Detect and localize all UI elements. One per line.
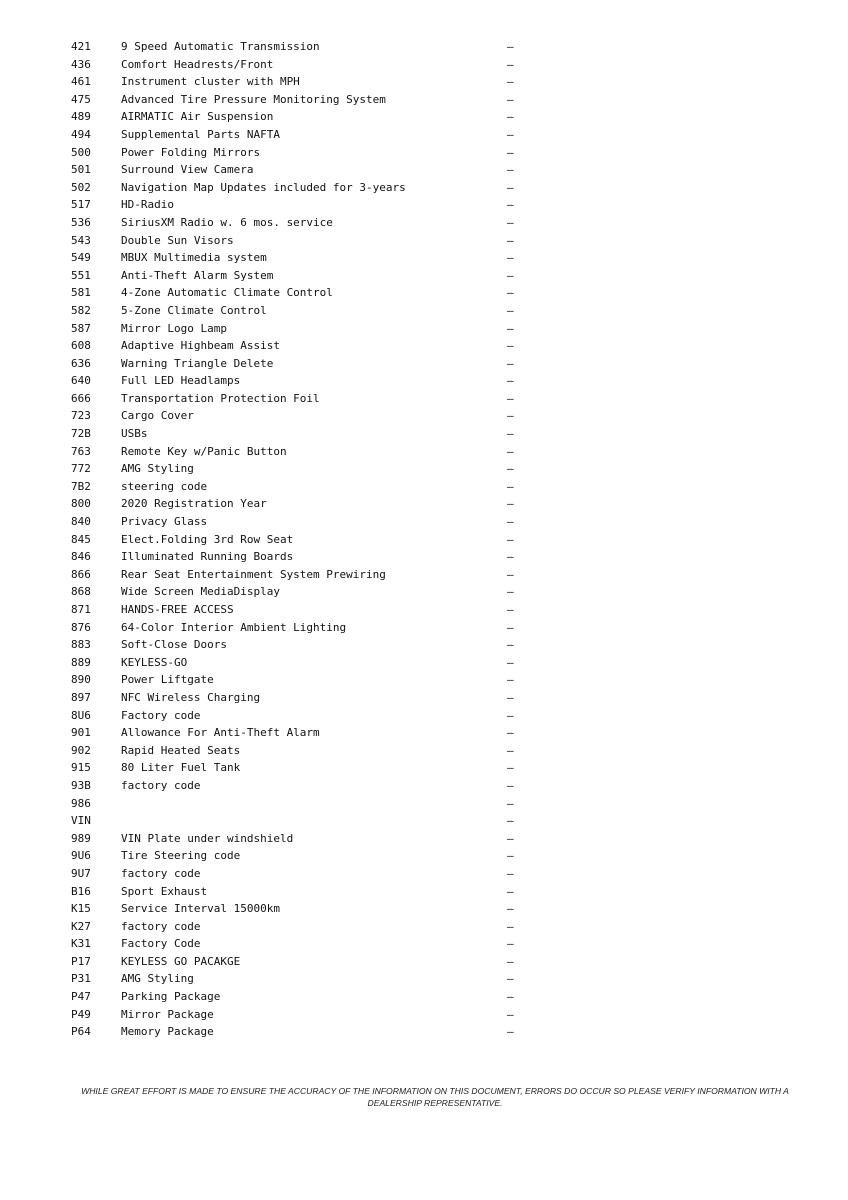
option-code: 846 <box>71 550 91 564</box>
option-description: VIN Plate under windshield <box>121 831 294 845</box>
option-price: — <box>507 40 514 53</box>
option-code: 871 <box>71 603 91 616</box>
option-code: P64 <box>71 1025 91 1039</box>
option-code: 436 <box>71 57 91 71</box>
option-price: — <box>507 57 514 71</box>
option-description: Remote Key w/Panic Button <box>121 444 287 458</box>
option-price: — <box>507 1007 514 1021</box>
option-code: 500 <box>71 145 91 159</box>
option-price: — <box>507 937 514 951</box>
option-row <box>0 407 848 425</box>
option-row <box>0 249 848 267</box>
option-row <box>0 988 848 1006</box>
option-row <box>0 179 848 197</box>
option-row <box>0 935 848 953</box>
option-code: 489 <box>71 110 91 124</box>
option-row <box>0 38 848 56</box>
option-price: — <box>507 251 514 265</box>
option-description: 9 Speed Automatic Transmission <box>121 40 320 53</box>
option-description: Memory Package <box>121 1025 214 1039</box>
option-description: Rapid Heated Seats <box>121 743 241 757</box>
option-row <box>0 267 848 285</box>
option-row <box>0 161 848 179</box>
option-price: — <box>507 849 514 863</box>
option-row <box>0 478 848 496</box>
option-row <box>0 513 848 531</box>
option-code: 986 <box>71 796 91 810</box>
option-row <box>0 636 848 654</box>
option-description: Tire Steering code <box>121 849 241 863</box>
option-price: — <box>507 673 514 687</box>
option-row <box>0 460 848 478</box>
option-description: NFC Wireless Charging <box>121 690 261 704</box>
option-price: — <box>507 550 514 564</box>
option-description: Sport Exhaust <box>121 884 208 898</box>
option-description: SiriusXM Radio w. 6 mos. service <box>121 215 333 229</box>
option-description: 2020 Registration Year <box>121 497 267 511</box>
option-code: 989 <box>71 831 91 845</box>
option-description: KEYLESS GO PACAKGE <box>121 954 241 968</box>
option-price: — <box>507 444 514 458</box>
option-code: 421 <box>71 40 91 53</box>
option-code: 501 <box>71 163 91 177</box>
option-price: — <box>507 233 514 247</box>
option-price: — <box>507 902 514 916</box>
option-row <box>0 214 848 232</box>
option-description: 5-Zone Climate Control <box>121 303 267 317</box>
option-row <box>0 495 848 513</box>
option-description: AIRMATIC Air Suspension <box>121 110 274 124</box>
option-row <box>0 443 848 461</box>
option-row <box>0 284 848 302</box>
option-price: — <box>507 180 514 194</box>
option-description: Power Liftgate <box>121 673 214 687</box>
option-description: Instrument cluster with MPH <box>121 75 300 89</box>
option-description: Factory code <box>121 708 201 722</box>
option-row <box>0 390 848 408</box>
option-description: Navigation Map Updates included for 3-years <box>121 180 406 194</box>
option-description: 64-Color Interior Ambient Lighting <box>121 620 347 634</box>
option-code: 890 <box>71 673 91 687</box>
option-row <box>0 795 848 813</box>
option-price: — <box>507 339 514 353</box>
option-price: — <box>507 92 514 106</box>
option-price: — <box>507 515 514 529</box>
option-row <box>0 671 848 689</box>
option-code: 93B <box>71 778 91 792</box>
option-description: Full LED Headlamps <box>121 374 241 388</box>
option-row <box>0 724 848 742</box>
option-price: — <box>507 761 514 775</box>
option-price: — <box>507 215 514 229</box>
option-code: 72B <box>71 427 91 441</box>
option-row <box>0 196 848 214</box>
option-description: Elect.Folding 3rd Row Seat <box>121 532 294 546</box>
option-price: — <box>507 356 514 370</box>
option-code: 889 <box>71 655 91 669</box>
option-row <box>0 918 848 936</box>
option-code: 581 <box>71 286 91 300</box>
option-row <box>0 970 848 988</box>
option-price: — <box>507 796 514 810</box>
option-code: P31 <box>71 972 91 986</box>
option-code: 582 <box>71 303 91 317</box>
option-code: 549 <box>71 251 91 265</box>
option-code: 915 <box>71 761 91 775</box>
option-row <box>0 320 848 338</box>
option-code: 876 <box>71 620 91 634</box>
option-description: Power Folding Mirrors <box>121 145 261 159</box>
option-code: K27 <box>71 919 91 933</box>
option-code: K15 <box>71 902 91 916</box>
option-row <box>0 601 848 619</box>
option-description: HANDS-FREE ACCESS <box>121 603 234 616</box>
option-row <box>0 337 848 355</box>
option-price: — <box>507 919 514 933</box>
option-code: 543 <box>71 233 91 247</box>
option-price: — <box>507 198 514 212</box>
option-row <box>0 953 848 971</box>
option-row <box>0 355 848 373</box>
option-price: — <box>507 409 514 423</box>
option-row <box>0 566 848 584</box>
option-price: — <box>507 391 514 405</box>
option-code: 800 <box>71 497 91 511</box>
option-row <box>0 144 848 162</box>
option-description: USBs <box>121 427 148 441</box>
option-row <box>0 742 848 760</box>
option-price: — <box>507 814 514 828</box>
option-description: Warning Triangle Delete <box>121 356 274 370</box>
option-description: Factory Code <box>121 937 201 951</box>
option-code: 772 <box>71 462 91 476</box>
option-description: 80 Liter Fuel Tank <box>121 761 241 775</box>
option-description: Cargo Cover <box>121 409 194 423</box>
option-code: 502 <box>71 180 91 194</box>
option-code: 845 <box>71 532 91 546</box>
option-description: Privacy Glass <box>121 515 208 529</box>
option-row <box>0 883 848 901</box>
option-row <box>0 56 848 74</box>
option-code: K31 <box>71 937 91 951</box>
option-row <box>0 531 848 549</box>
option-description: Surround View Camera <box>121 163 254 177</box>
option-code: 666 <box>71 391 91 405</box>
option-price: — <box>507 75 514 89</box>
option-price: — <box>507 497 514 511</box>
option-row <box>0 865 848 883</box>
option-description: factory code <box>121 866 201 880</box>
option-description: AMG Styling <box>121 462 194 476</box>
option-price: — <box>507 884 514 898</box>
option-row <box>0 1006 848 1024</box>
option-row <box>0 812 848 830</box>
option-code: 587 <box>71 321 91 335</box>
option-description: factory code <box>121 919 201 933</box>
option-code: 902 <box>71 743 91 757</box>
option-row <box>0 689 848 707</box>
option-description: Illuminated Running Boards <box>121 550 294 564</box>
option-row <box>0 654 848 672</box>
option-price: — <box>507 638 514 652</box>
option-description: HD-Radio <box>121 198 174 212</box>
option-price: — <box>507 321 514 335</box>
option-row <box>0 1023 848 1041</box>
option-code: 9U7 <box>71 866 91 880</box>
option-price: — <box>507 427 514 441</box>
option-price: — <box>507 374 514 388</box>
option-code: 494 <box>71 127 91 141</box>
option-description: Transportation Protection Foil <box>121 391 320 405</box>
options-list <box>0 38 848 1041</box>
option-description: Parking Package <box>121 990 221 1004</box>
option-row <box>0 900 848 918</box>
option-price: — <box>507 708 514 722</box>
option-description: AMG Styling <box>121 972 194 986</box>
option-price: — <box>507 866 514 880</box>
option-row <box>0 425 848 443</box>
option-price: — <box>507 567 514 581</box>
option-row <box>0 548 848 566</box>
option-description: Service Interval 15000km <box>121 902 280 916</box>
option-code: 9U6 <box>71 849 91 863</box>
option-code: P47 <box>71 990 91 1004</box>
option-description: Mirror Package <box>121 1007 214 1021</box>
option-code: 640 <box>71 374 91 388</box>
option-code: 8U6 <box>71 708 91 722</box>
option-price: — <box>507 163 514 177</box>
option-code: P49 <box>71 1007 91 1021</box>
option-row <box>0 73 848 91</box>
option-row <box>0 232 848 250</box>
option-price: — <box>507 462 514 476</box>
option-price: — <box>507 603 514 616</box>
option-price: — <box>507 532 514 546</box>
option-price: — <box>507 268 514 282</box>
option-description: Double Sun Visors <box>121 233 234 247</box>
option-price: — <box>507 479 514 493</box>
option-row <box>0 707 848 725</box>
option-row <box>0 847 848 865</box>
option-code: 7B2 <box>71 479 91 493</box>
option-description: Supplemental Parts NAFTA <box>121 127 280 141</box>
option-code: 517 <box>71 198 91 212</box>
option-price: — <box>507 972 514 986</box>
option-description: factory code <box>121 778 201 792</box>
option-code: 897 <box>71 690 91 704</box>
option-description: steering code <box>121 479 208 493</box>
option-price: — <box>507 743 514 757</box>
option-code: 475 <box>71 92 91 106</box>
option-description: Adaptive Highbeam Assist <box>121 339 280 353</box>
option-price: — <box>507 990 514 1004</box>
option-code: B16 <box>71 884 91 898</box>
option-price: — <box>507 726 514 740</box>
option-price: — <box>507 110 514 124</box>
disclaimer-text: WHILE GREAT EFFORT IS MADE TO ENSURE THE ACCURACY OF THE INFORMATION ON THIS DOCUMENT, ERRORS DO OCCUR SO PLEASE VERIFY INFORMATION WITH A DEALERSHIP REPRESENTATIVE. <box>81 1086 789 1108</box>
option-row <box>0 583 848 601</box>
option-code: 763 <box>71 444 91 458</box>
option-code: 461 <box>71 75 91 89</box>
option-code: 608 <box>71 339 91 353</box>
option-code: 536 <box>71 215 91 229</box>
option-price: — <box>507 1025 514 1039</box>
option-price: — <box>507 127 514 141</box>
option-code: 866 <box>71 567 91 581</box>
option-price: — <box>507 831 514 845</box>
option-code: 723 <box>71 409 91 423</box>
option-price: — <box>507 145 514 159</box>
option-row <box>0 619 848 637</box>
option-code: 551 <box>71 268 91 282</box>
option-code: P17 <box>71 954 91 968</box>
option-description: Soft-Close Doors <box>121 638 227 652</box>
option-price: — <box>507 690 514 704</box>
option-row <box>0 126 848 144</box>
option-description: Rear Seat Entertainment System Prewiring <box>121 567 386 581</box>
option-description: Allowance For Anti-Theft Alarm <box>121 726 320 740</box>
option-code: 636 <box>71 356 91 370</box>
option-price: — <box>507 954 514 968</box>
option-code: VIN <box>71 814 91 828</box>
option-row <box>0 91 848 109</box>
option-price: — <box>507 655 514 669</box>
option-description: Mirror Logo Lamp <box>121 321 227 335</box>
option-code: 901 <box>71 726 91 740</box>
option-price: — <box>507 303 514 317</box>
option-row <box>0 108 848 126</box>
option-description: KEYLESS-GO <box>121 655 188 669</box>
option-description: Wide Screen MediaDisplay <box>121 585 280 599</box>
option-price: — <box>507 620 514 634</box>
option-code: 868 <box>71 585 91 599</box>
option-row <box>0 302 848 320</box>
option-price: — <box>507 585 514 599</box>
option-code: 883 <box>71 638 91 652</box>
option-description: Advanced Tire Pressure Monitoring System <box>121 92 386 106</box>
option-description: Comfort Headrests/Front <box>121 57 274 71</box>
option-description: MBUX Multimedia system <box>121 251 267 265</box>
option-row <box>0 830 848 848</box>
option-description: 4-Zone Automatic Climate Control <box>121 286 333 300</box>
option-row <box>0 372 848 390</box>
option-price: — <box>507 778 514 792</box>
option-price: — <box>507 286 514 300</box>
option-code: 840 <box>71 515 91 529</box>
option-row <box>0 759 848 777</box>
option-description: Anti-Theft Alarm System <box>121 268 274 282</box>
option-row <box>0 777 848 795</box>
